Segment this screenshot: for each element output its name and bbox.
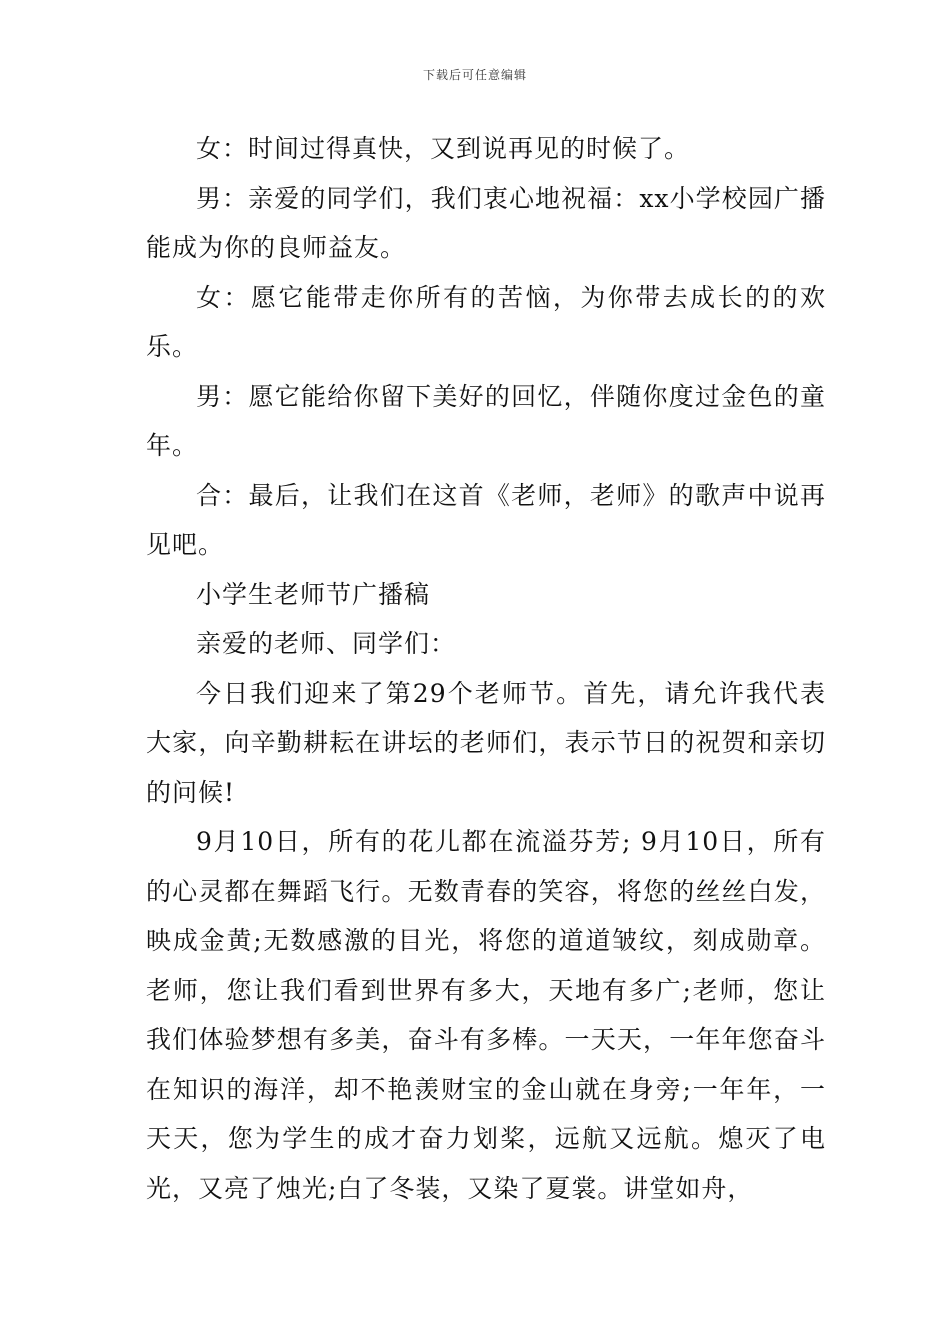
salutation: 亲爱的老师、同学们： (196, 629, 457, 658)
document-body (146, 124, 826, 1213)
section-title: 小学生老师节广播稿 (196, 579, 431, 609)
page-header-note: 下载后可任意编辑 (422, 68, 527, 82)
paragraph: 合：最后，让我们在这首《老师，老师》的歌声中说再见吧。 (146, 480, 826, 559)
paragraph: 男：愿它能给你留下美好的回忆，伴随你度过金色的童年。 (146, 381, 826, 460)
paragraph: 9月10日，所有的花儿都在流溢芬芳; 9月10日，所有的心灵都在舞蹈飞行。无数青春的笑容，将您的丝丝白发，映成金黄;无数感激的目光，将您的道道皱纹，刻成勋章。老师，您让我们看到世界有多大，天地有多广;老师，您让我们体验梦想有多美，奋斗有多棒。一天天，一年年您奋斗在知识的海洋，却不艳羡财宝的金山就在身旁;一年年，一天天，您为学生的成才奋力划桨，远航又远航。熄灭了电光，又亮了烛光;白了冬装，又染了夏裳。讲堂如舟， (146, 827, 826, 1203)
paragraph: 今日我们迎来了第29个老师节。首先，请允许我代表大家，向辛勤耕耘在讲坛的老师们，表示节日的祝贺和亲切的问候! (146, 678, 826, 807)
paragraph: 女：时间过得真快，又到说再见的时候了。 (196, 134, 691, 163)
paragraph: 男：亲爱的同学们，我们衷心地祝福：xx小学校园广播能成为你的良师益友。 (146, 183, 826, 262)
paragraph: 女：愿它能带走你所有的苦恼，为你带去成长的的欢乐。 (146, 282, 826, 361)
